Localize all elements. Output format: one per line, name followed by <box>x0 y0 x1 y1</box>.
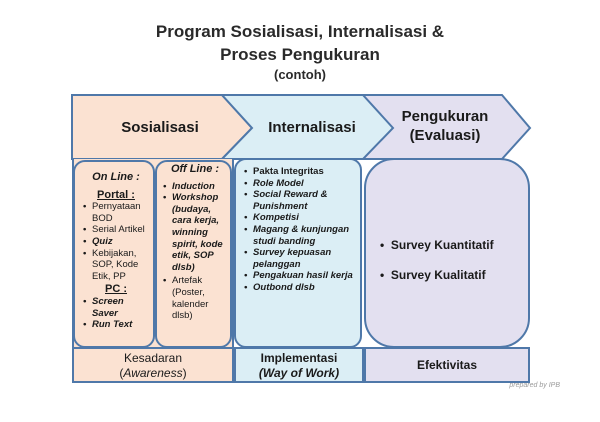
implementasi-box <box>234 347 364 383</box>
pengukuran-label <box>380 107 510 145</box>
diagram-title-line2: Proses Pengukuran <box>220 45 380 64</box>
survey-item: • Survey Kualitatif <box>380 268 486 282</box>
pc-item: • Run Text <box>83 319 149 331</box>
survey-list <box>366 160 528 290</box>
internal-item: • Role Model <box>244 178 356 190</box>
survey-box <box>364 158 530 348</box>
awareness-label: (Awareness) <box>119 366 187 380</box>
pc-item: • Screen Saver <box>83 296 149 319</box>
survey-item: • Survey Kuantitatif <box>380 238 494 252</box>
internal-item: • Social Reward & Punishment <box>244 189 356 212</box>
pengukuran-label-line2: (Evaluasi) <box>409 127 481 144</box>
survey-kuantitatif: Survey Kuantitatif <box>390 238 494 252</box>
efektivitas-box <box>364 347 530 383</box>
portal-header: Portal : <box>97 188 135 201</box>
internal-item: • Kompetisi <box>244 212 356 224</box>
efektivitas-label: Efektivitas <box>416 358 478 372</box>
internal-item: • Pengakuan hasil kerja <box>244 270 356 282</box>
portal-list <box>83 201 149 282</box>
internal-list <box>244 166 356 294</box>
pengukuran-label-line1: Pengukuran <box>401 108 489 125</box>
pc-list <box>83 296 149 331</box>
internal-item: • Magang & kunjungan studi banding <box>244 224 356 247</box>
credit-text: prepared by IPB <box>509 382 560 389</box>
sosialisasi-label: Sosialisasi <box>121 119 199 136</box>
offline-item: • Induction <box>163 181 227 193</box>
workshop-text: Workshop (budaya, cara kerja, winning spirit, kode etik, SOP dlsb) <box>172 192 223 273</box>
internalisasi-label: Internalisasi <box>268 119 356 136</box>
online-box <box>73 160 155 348</box>
offline-item: • Artefak (Poster, kalender dlsb) <box>163 275 227 321</box>
portal-item: • Serial Artikel <box>83 224 149 236</box>
internal-item: • Outbond dlsb <box>244 282 356 294</box>
pc-header: PC : <box>105 283 127 296</box>
offline-header: Off Line : <box>170 163 220 175</box>
diagram-subtitle: (contoh) <box>274 67 326 82</box>
kesadaran-label: Kesadaran <box>123 351 183 365</box>
internal-item: • Pakta Integritas <box>244 166 356 178</box>
online-header: On Line : <box>92 171 140 183</box>
survey-kualitatif: Survey Kualitatif <box>390 268 486 282</box>
portal-item: • Pernyataan BOD <box>83 201 149 224</box>
internalisasi-box <box>234 158 362 348</box>
offline-list <box>163 181 227 322</box>
diagram-title-line1: Program Sosialisasi, Internalisasi & <box>155 22 445 41</box>
internal-item: • Survey kepuasan pelanggan <box>244 247 356 270</box>
implementasi-label: Implementasi <box>260 351 338 365</box>
way-of-work-label: (Way of Work) <box>258 366 340 380</box>
offline-box <box>155 160 232 348</box>
offline-item <box>163 192 227 273</box>
kesadaran-box <box>72 347 234 383</box>
portal-item: • Kebijakan, SOP, Kode Etik, PP <box>83 248 149 283</box>
portal-item: • Quiz <box>83 236 149 248</box>
